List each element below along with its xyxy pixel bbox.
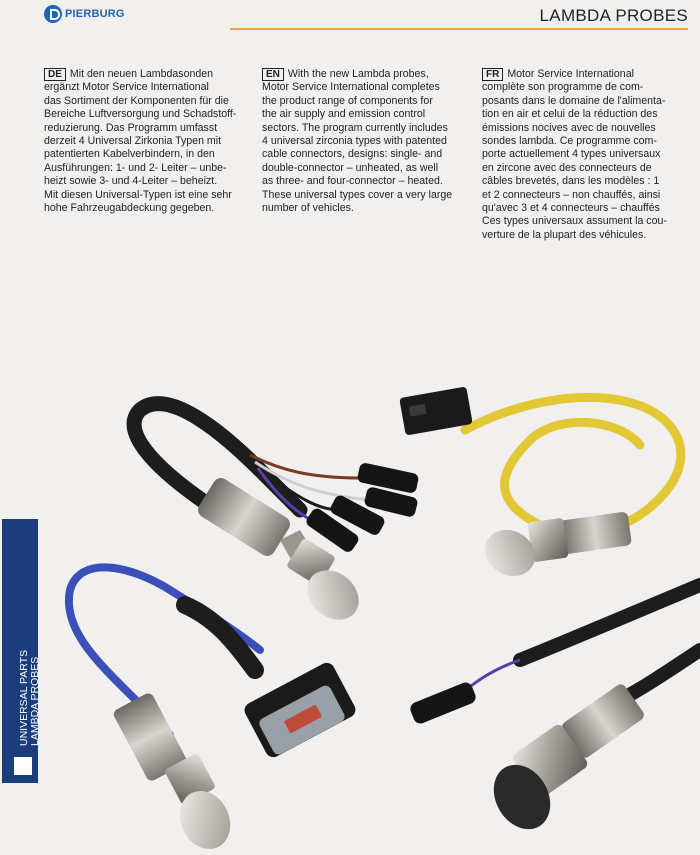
probe-yellow-cable xyxy=(399,386,681,585)
language-badge-en: EN xyxy=(262,68,284,81)
probe-icon xyxy=(14,757,32,775)
sidebar-label xyxy=(19,650,41,746)
sidebar-line-2: LAMBDA PROBES xyxy=(29,656,41,746)
line: en zircone avec des connecteurs de xyxy=(482,161,652,174)
page-title: LAMBDA PROBES xyxy=(539,6,688,25)
language-badge-de: DE xyxy=(44,68,66,81)
line: These universal types cover a very large xyxy=(262,188,453,201)
line: posants dans le domaine de l'alimenta- xyxy=(482,94,666,107)
line: patentierten Kabelverbindern, in den xyxy=(44,148,215,161)
line: câbles brevetés, dans les modèles : 1 xyxy=(482,175,660,188)
line: as three- and four-connector – heated. xyxy=(262,175,443,188)
line: das Sortiment der Komponenten für die xyxy=(44,94,229,107)
line: Ces types universaux assument la cou- xyxy=(482,215,667,228)
line: sondes lambda. Ce programme com- xyxy=(482,135,657,148)
line: With the new Lambda probes, xyxy=(287,68,429,80)
line: émissions nocives avec de nouvelles xyxy=(482,121,656,134)
line: reduzierung. Das Programm umfasst xyxy=(44,121,218,134)
line: qu'avec 3 et 4 connecteurs – chauffés xyxy=(482,202,660,215)
line: the air supply and emission control xyxy=(262,108,426,121)
line: cable connectors, designs: single- and xyxy=(262,148,443,161)
line: the product range of components for xyxy=(262,94,433,107)
line: verture de la plupart des véhicules. xyxy=(482,228,647,241)
line: ergänzt Motor Service International xyxy=(44,81,209,94)
probe-black-single-wire xyxy=(408,585,700,839)
probe-blue-cable xyxy=(69,567,358,855)
line: heizt sowie 3- und 4-Leiter – beheizt. xyxy=(44,175,218,188)
line: Motor Service International completes xyxy=(262,81,440,94)
language-badge-fr: FR xyxy=(482,68,503,81)
line: Bereiche Luftversorgung und Schadstoff- xyxy=(44,108,237,121)
line: double-connector – unheated, as well xyxy=(262,161,439,174)
line: 4 universal zirconia types with patented xyxy=(262,135,447,148)
line: porte actuellement 4 types universaux xyxy=(482,148,661,161)
line: tion en air et celui de la réduction des xyxy=(482,108,658,121)
line: sectors. The program currently includes xyxy=(262,121,448,134)
line: et 2 connecteurs – non chauffés, ainsi xyxy=(482,188,661,201)
line: Mit den neuen Lambdasonden xyxy=(69,68,214,80)
line: Motor Service International xyxy=(507,68,634,80)
line: Ausführungen: 1- und 2- Leiter – unbe- xyxy=(44,161,227,174)
brand-name: PIERBURG xyxy=(65,8,125,20)
line: Mit diesen Universal-Typen ist eine sehr xyxy=(44,188,232,201)
line: number of vehicles. xyxy=(262,202,354,215)
line: complète son programme de com- xyxy=(482,81,644,94)
sidebar-line-1: UNIVERSAL PARTS xyxy=(18,649,30,746)
line: derzeit 4 Universal Zirkonia Typen mit xyxy=(44,135,222,148)
line: hohe Fahrzeugabdeckung gegeben. xyxy=(44,202,215,215)
